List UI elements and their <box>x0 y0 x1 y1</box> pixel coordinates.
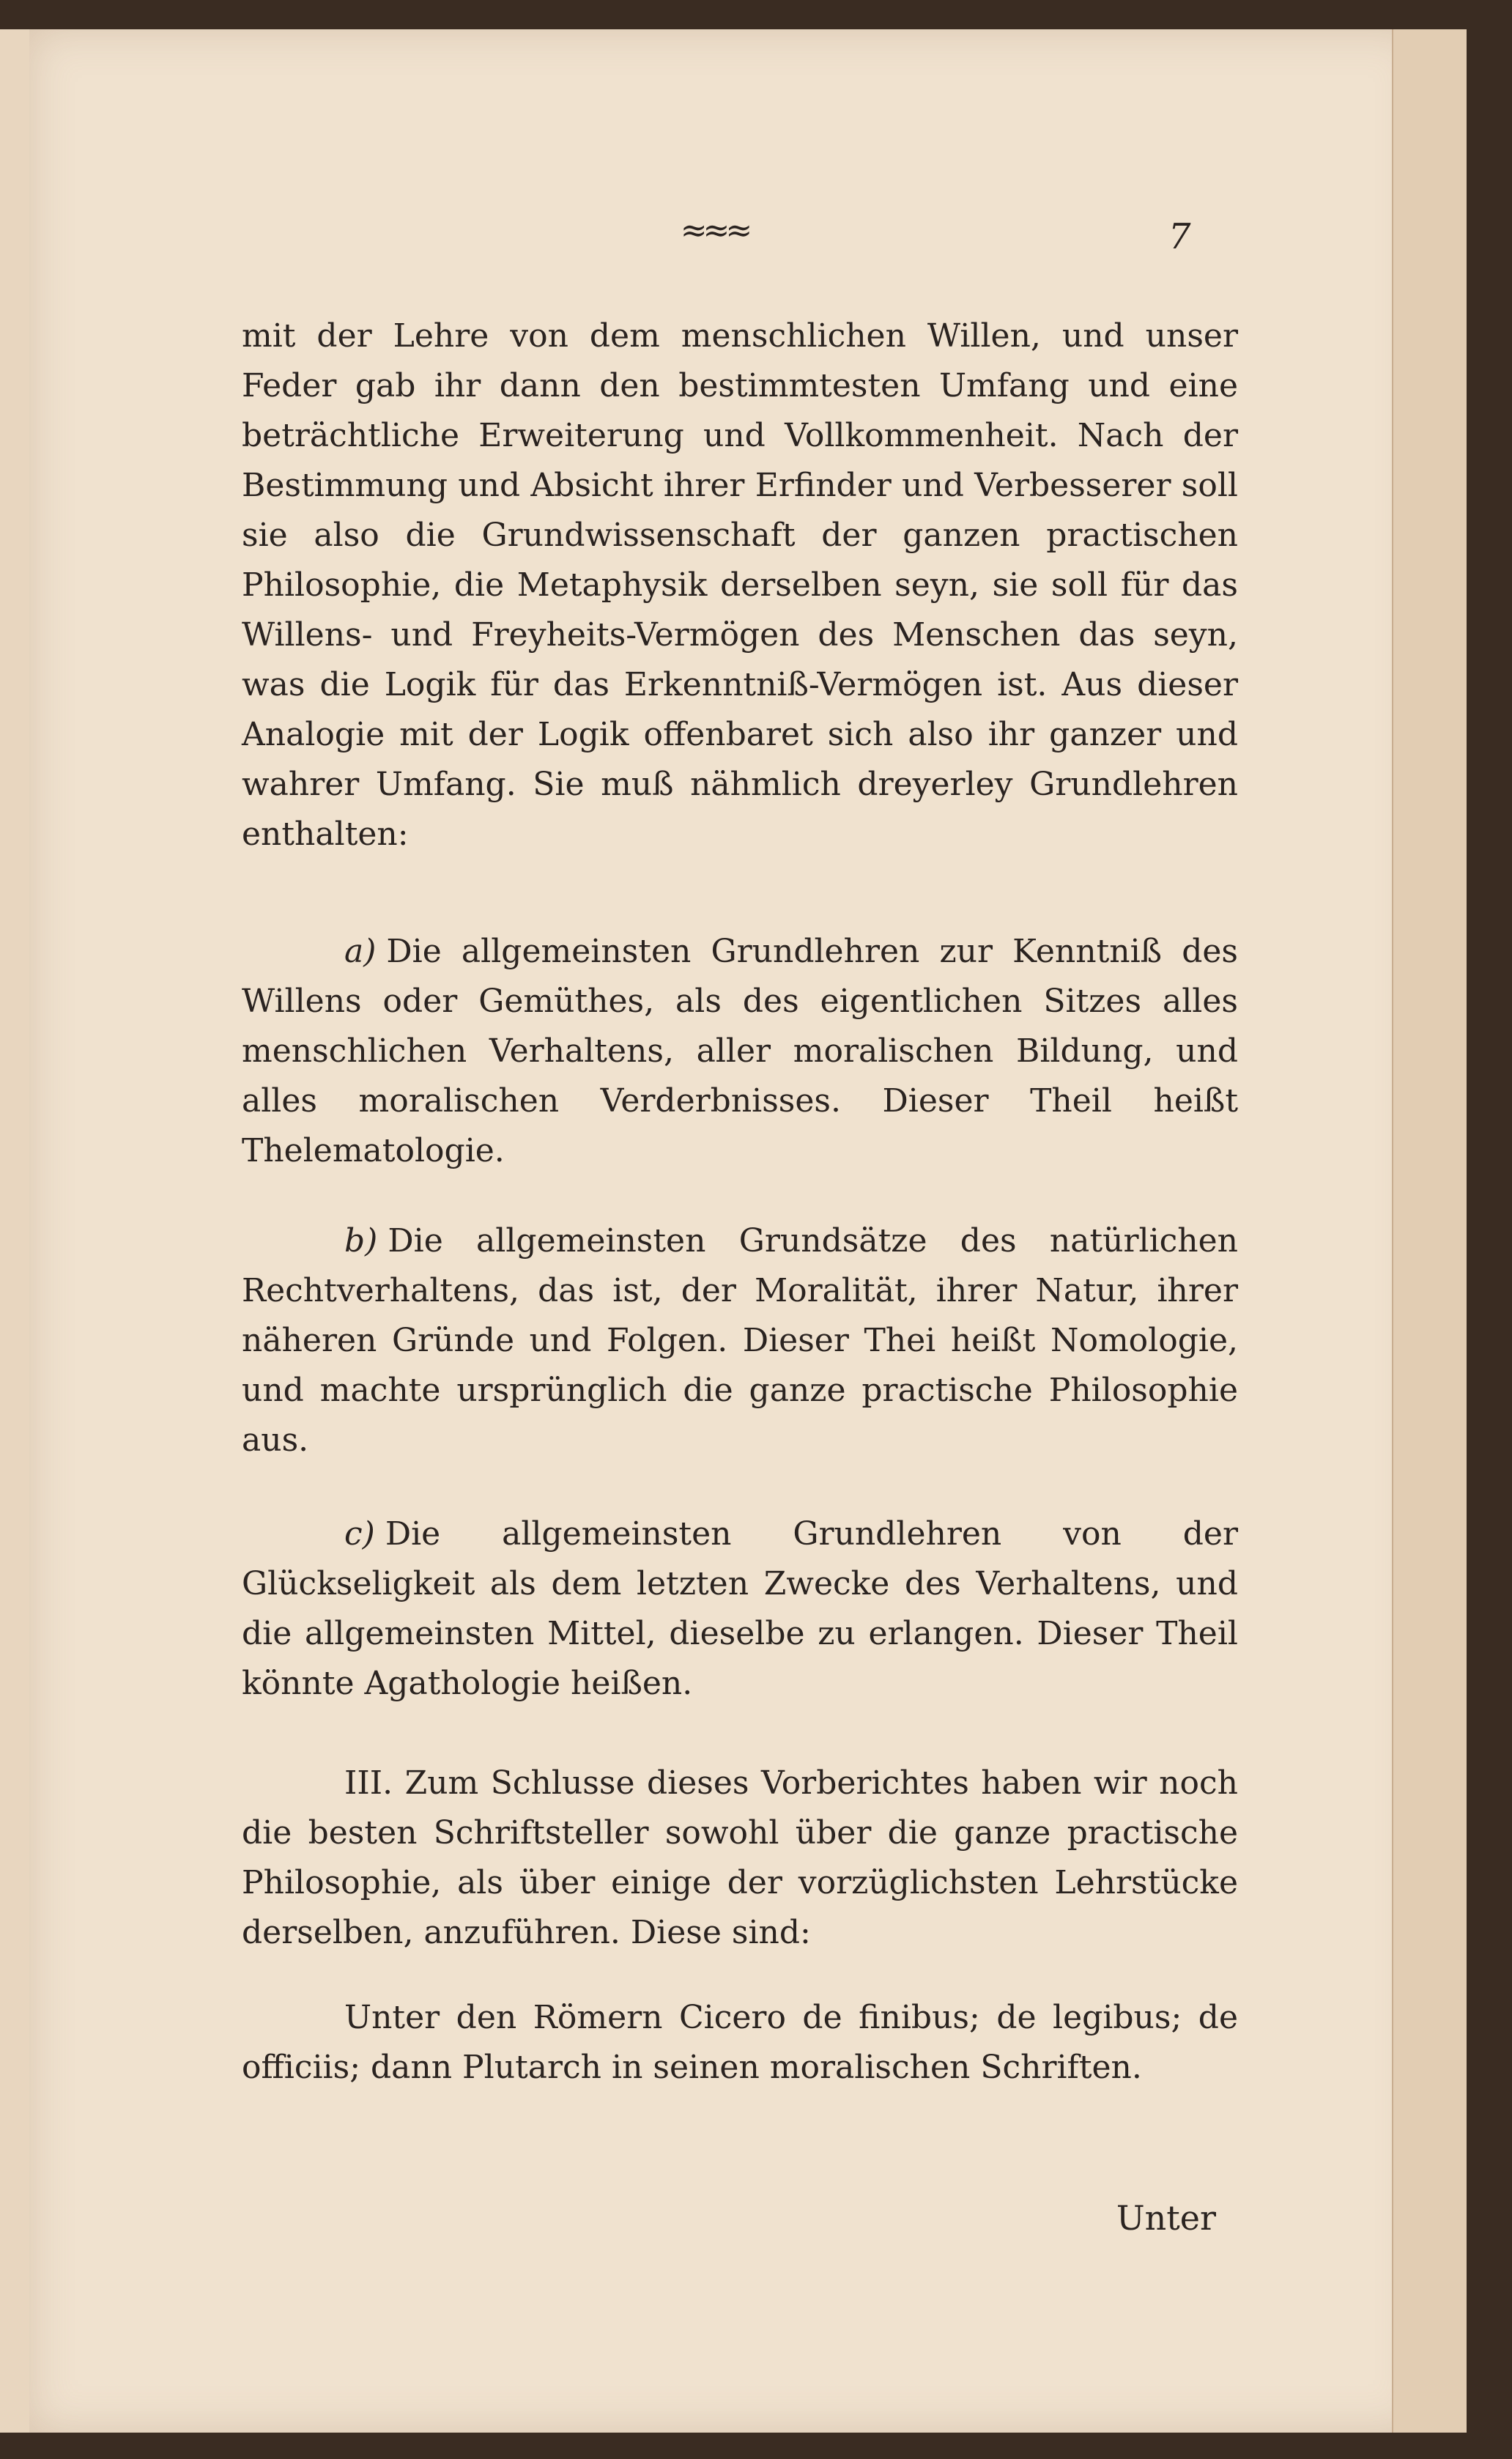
item-text: Die allgemeinsten Grundlehren zur Kenntniß des Willens oder Gemüthes, als des eigentlichen Sitzes alles menschlichen Verhaltens, aller moralischen Bildung, und alles moralischen Verderbnisses. Dieser Theil heißt Thelematologie. <box>242 933 1238 1169</box>
romans-paragraph <box>242 1993 1238 2093</box>
list-item-b <box>242 1216 1238 1465</box>
catchword: Unter <box>1116 2198 1216 2238</box>
item-label: a) <box>344 933 377 970</box>
page-number: 7 <box>1168 216 1191 257</box>
romans-paragraph-text: Unter den Römern Cicero de finibus; de legibus; de officiis; dann Plutarch in seinen moralischen Schriften. <box>242 1999 1238 2086</box>
header-ornament: ≈≈≈ <box>680 212 749 249</box>
list-item-c <box>242 1509 1238 1709</box>
page-edge <box>1392 29 1467 2433</box>
list-item-a <box>242 927 1238 1176</box>
item-text: Die allgemeinsten Grundsätze des natürlichen Rechtverhaltens, das ist, der Moralität, ihrer Natur, ihrer näheren Gründe und Folgen. Dieser Thei heißt Nomologie, und machte ursprünglich die ganze practische Philosophie aus. <box>242 1222 1238 1459</box>
item-label: b) <box>344 1222 378 1260</box>
item-text: Die allgemeinsten Grundlehren von der Glückseligkeit als dem letzten Zwecke des Verhaltens, und die allgemeinsten Mittel, dieselbe zu erlangen. Dieser Theil könnte Agathologie heißen. <box>242 1515 1238 1702</box>
item-label: c) <box>344 1515 375 1553</box>
main-paragraph <box>242 311 1238 859</box>
section-iii <box>242 1759 1238 1958</box>
main-paragraph-text: mit der Lehre von dem menschlichen Willen, und unser Feder gab ihr dann den bestimmtesten Umfang und eine beträchtliche Erweiterung und Vollkommenheit. Nach der Bestimmung und Absicht ihrer Erfinder und Verbesserer soll sie also die Grundwissenschaft der ganzen practischen Philosophie, die Metaphysik derselben seyn, sie soll für das Willens- und Freyheits-Vermögen des Menschen das seyn, was die Logik für das Erkenntniß-Vermögen ist. Aus dieser Analogie mit der Logik offenbaret sich also ihr ganzer und wahrer Umfang. Sie muß nähmlich dreyerley Grundlehren enthalten: <box>242 317 1238 853</box>
section-iii-text: III. Zum Schlusse dieses Vorberichtes haben wir noch die besten Schriftsteller sowohl über die ganze practische Philosophie, als über einige der vorzüglichsten Lehrstücke derselben, anzuführen. Diese sind: <box>242 1764 1238 1951</box>
